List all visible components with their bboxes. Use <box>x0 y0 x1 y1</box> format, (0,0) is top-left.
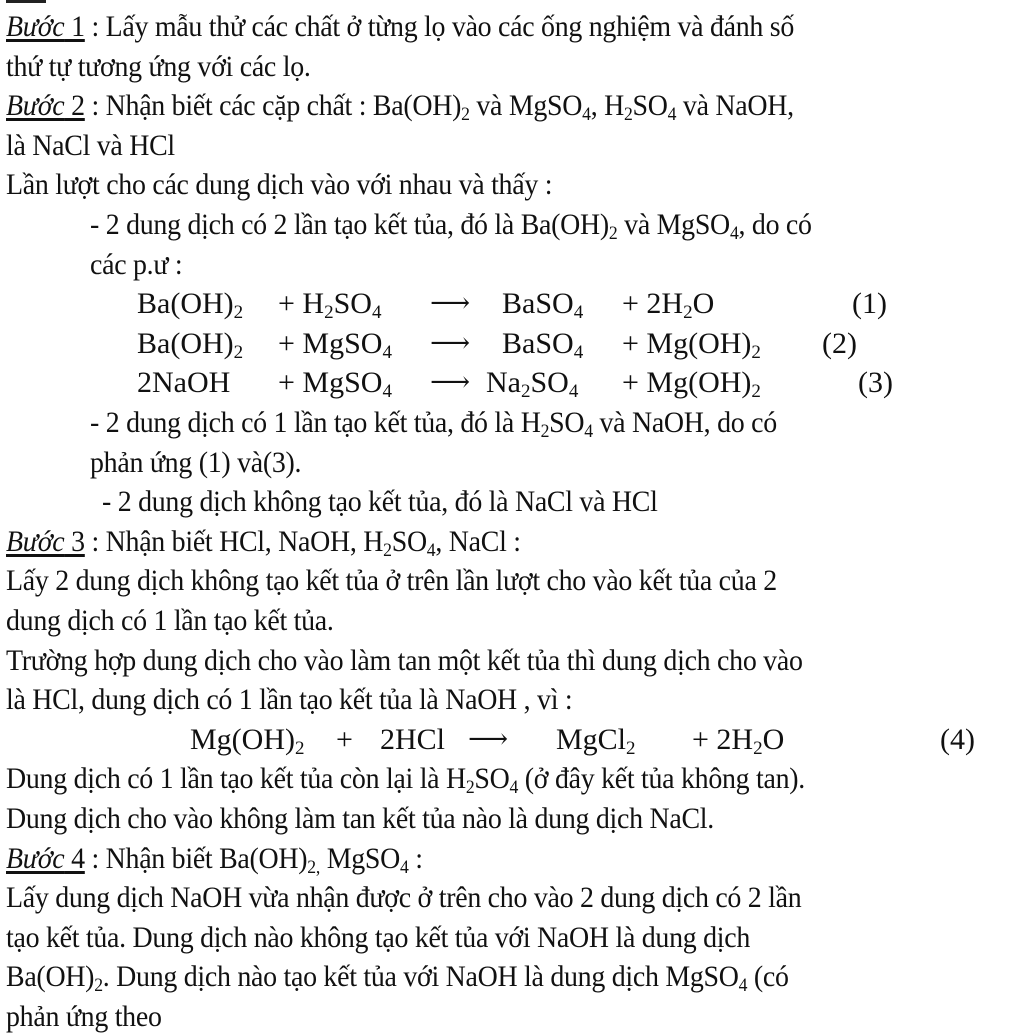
subscript: 4 <box>382 381 392 403</box>
subscript: 4 <box>371 302 382 324</box>
text-line <box>90 206 812 244</box>
text-line <box>6 642 803 680</box>
text-run: + 2H <box>622 287 684 321</box>
text-run: Lần lượt cho các dung dịch vào với nhau và thấy : <box>6 168 553 202</box>
equation-term <box>137 364 230 402</box>
text-run: + 2H <box>692 722 754 756</box>
text-run: , NaCl : <box>435 524 521 558</box>
step-heading: Bước 3 <box>6 524 85 558</box>
text-run: Ba(OH) <box>6 960 95 994</box>
equation-number <box>940 721 975 759</box>
text-run: BaSO <box>502 287 574 321</box>
text-run: phản ứng (1) và(3). <box>90 445 302 479</box>
text-run: 2HCl <box>380 722 446 756</box>
subscript: 2 <box>626 737 636 759</box>
reaction-equation <box>0 721 1024 759</box>
text-line <box>6 8 794 46</box>
text-run: (ở đây kết tủa không tan). <box>518 762 805 796</box>
text-run: Dung dịch cho vào không làm tan kết tủa nào là dung dịch NaCl. <box>6 802 714 835</box>
subscript: 2 <box>295 737 305 759</box>
text-run: BaSO <box>502 326 574 360</box>
text-run: + Mg(OH) <box>622 326 752 360</box>
subscript: 2 <box>753 737 763 759</box>
step-heading: Bước 2 <box>6 89 85 123</box>
text-run: (3) <box>858 366 893 400</box>
text-line <box>6 166 552 204</box>
subscript: 4 <box>509 777 519 799</box>
arrow-icon: ⟶ <box>430 288 471 320</box>
text-line <box>6 800 714 838</box>
subscript: 2 <box>608 223 618 244</box>
text-run: Ba(OH) <box>137 287 234 321</box>
equation-term <box>486 364 578 402</box>
equation-term <box>336 721 353 759</box>
equation-term <box>190 721 305 759</box>
equation-term <box>278 285 381 323</box>
text-run: + H <box>278 287 325 321</box>
text-run: : Nhận biết các cặp chất : Ba(OH) <box>84 89 462 123</box>
text-run: : Nhận biết Ba(OH) <box>84 841 308 875</box>
subscript: 2 <box>683 302 693 324</box>
subscript: 2 <box>383 539 392 561</box>
text-run: MgCl <box>556 722 627 756</box>
text-run: , H <box>590 89 624 123</box>
equation-term <box>380 721 445 759</box>
subscript: 2 <box>751 341 761 363</box>
equation-number <box>852 285 887 323</box>
text-line <box>6 879 801 917</box>
text-run: tạo kết tủa. Dung dịch nào không tạo kết tủa với NaOH là dung dịch <box>6 920 751 954</box>
text-run: O <box>762 722 785 756</box>
text-run: SO <box>632 89 668 123</box>
top-rule-mark <box>6 0 46 3</box>
reaction-equation <box>0 364 1024 402</box>
text-run: (có <box>747 960 789 994</box>
subscript: 2 <box>461 104 470 126</box>
subscript: 4 <box>738 975 748 997</box>
equation-term <box>502 325 583 363</box>
arrow-icon: ⟶ <box>430 327 471 359</box>
text-run: và MgSO <box>469 89 583 123</box>
subscript: 4 <box>573 341 584 363</box>
text-run: Ba(OH) <box>137 326 234 360</box>
arrow-icon: ⟶ <box>430 367 471 399</box>
equation-term <box>556 721 636 759</box>
subscript: 4 <box>382 341 392 363</box>
subscript: 2 <box>623 104 633 126</box>
text-run: : Nhận biết HCl, NaOH, H <box>84 524 384 558</box>
reaction-equation <box>0 285 1024 323</box>
text-run: - 2 dung dịch có 2 lần tạo kết tủa, đó là Ba(OH) <box>90 208 609 241</box>
text-run: Mg(OH) <box>190 722 295 756</box>
subscript: 2, <box>307 856 321 878</box>
subscript: 2 <box>94 975 103 997</box>
subscript: 4 <box>584 421 593 442</box>
text-line <box>6 602 334 640</box>
equation-term <box>502 285 583 323</box>
text-run: + MgSO <box>278 326 383 360</box>
text-run: SO <box>333 287 372 321</box>
equation-term <box>692 721 784 759</box>
step-heading: Bước 4 <box>6 841 85 875</box>
equation-term <box>622 285 714 323</box>
text-run: + <box>336 722 353 756</box>
text-run: , do có <box>738 208 812 241</box>
text-run: + Mg(OH) <box>622 366 752 400</box>
text-run: SO <box>474 762 510 796</box>
text-line <box>6 87 794 125</box>
subscript: 2 <box>520 381 531 403</box>
text-run: thứ tự tương ứng với các lọ. <box>6 49 311 83</box>
text-run: MgSO <box>320 841 401 875</box>
text-line <box>90 246 182 284</box>
subscript: 2 <box>751 381 761 403</box>
equation-term <box>278 364 392 402</box>
text-line <box>102 483 658 521</box>
equation-term <box>137 325 243 363</box>
text-run: - 2 dung dịch không tạo kết tủa, đó là NaCl và HCl <box>102 485 658 519</box>
equation-number <box>822 325 857 363</box>
subscript: 4 <box>568 381 579 403</box>
subscript: 4 <box>426 539 436 561</box>
text-line <box>6 760 805 798</box>
text-run: Trường hợp dung dịch cho vào làm tan một kết tủa thì dung dịch cho vào <box>6 643 803 677</box>
text-run: O <box>692 287 715 321</box>
text-run: Dung dịch có 1 lần tạo kết tủa còn lại là H <box>6 762 466 796</box>
text-run: phản ứng theo <box>6 1000 162 1033</box>
text-run: SO <box>549 406 585 439</box>
text-run: là NaCl và HCl <box>6 128 175 162</box>
text-line <box>6 523 521 561</box>
equation-number <box>858 364 893 402</box>
text-run: và NaOH, <box>676 89 794 123</box>
text-line <box>6 48 311 86</box>
subscript: 2 <box>233 341 244 363</box>
text-run: là HCl, dung dịch có 1 lần tạo kết tủa là NaOH , vì : <box>6 683 573 717</box>
text-run: (1) <box>852 287 887 321</box>
text-run: : Lấy mẫu thử các chất ở từng lọ vào các ống nghiệm và đánh số <box>84 10 795 43</box>
subscript: 4 <box>400 856 409 878</box>
text-line <box>90 444 301 482</box>
text-run: Lấy 2 dung dịch không tạo kết tủa ở trên lần lượt cho vào kết tủa của 2 <box>6 564 777 598</box>
text-run: : <box>408 841 423 875</box>
subscript: 4 <box>582 104 591 126</box>
text-run: và NaOH, do có <box>592 406 777 439</box>
text-run: + MgSO <box>278 366 383 400</box>
subscript: 4 <box>573 302 584 324</box>
text-run: dung dịch có 1 lần tạo kết tủa. <box>6 604 334 637</box>
text-line <box>6 998 162 1036</box>
subscript: 2 <box>540 421 550 442</box>
text-run: và MgSO <box>617 208 730 241</box>
text-run: Na <box>486 366 521 400</box>
subscript: 4 <box>729 223 739 244</box>
subscript: 2 <box>465 777 475 799</box>
text-line <box>6 681 572 719</box>
step-heading: Bước 1 <box>6 10 85 43</box>
text-run: 2NaOH <box>137 366 231 400</box>
text-line <box>6 840 423 878</box>
text-line <box>6 958 789 996</box>
subscript: 2 <box>233 302 244 324</box>
text-run: - 2 dung dịch có 1 lần tạo kết tủa, đó là H <box>90 406 541 439</box>
text-line <box>6 127 175 165</box>
equation-term <box>137 285 243 323</box>
text-line <box>6 919 750 957</box>
equation-term <box>622 325 761 363</box>
arrow-icon: ⟶ <box>468 723 509 755</box>
text-run: . Dung dịch nào tạo kết tủa với NaOH là dung dịch MgSO <box>102 960 739 994</box>
subscript: 4 <box>667 104 677 126</box>
text-run: (2) <box>822 326 857 360</box>
text-run: SO <box>391 524 427 558</box>
text-run: SO <box>530 366 569 400</box>
equation-term <box>278 325 392 363</box>
reaction-equation <box>0 325 1024 363</box>
subscript: 2 <box>324 302 334 324</box>
equation-term <box>622 364 761 402</box>
text-run: Lấy dung dịch NaOH vừa nhận được ở trên cho vào 2 dung dịch có 2 lần <box>6 881 802 915</box>
text-run: (4) <box>940 722 975 756</box>
text-run: các p.ư : <box>90 247 183 281</box>
text-line <box>90 404 777 442</box>
text-line <box>6 562 777 600</box>
